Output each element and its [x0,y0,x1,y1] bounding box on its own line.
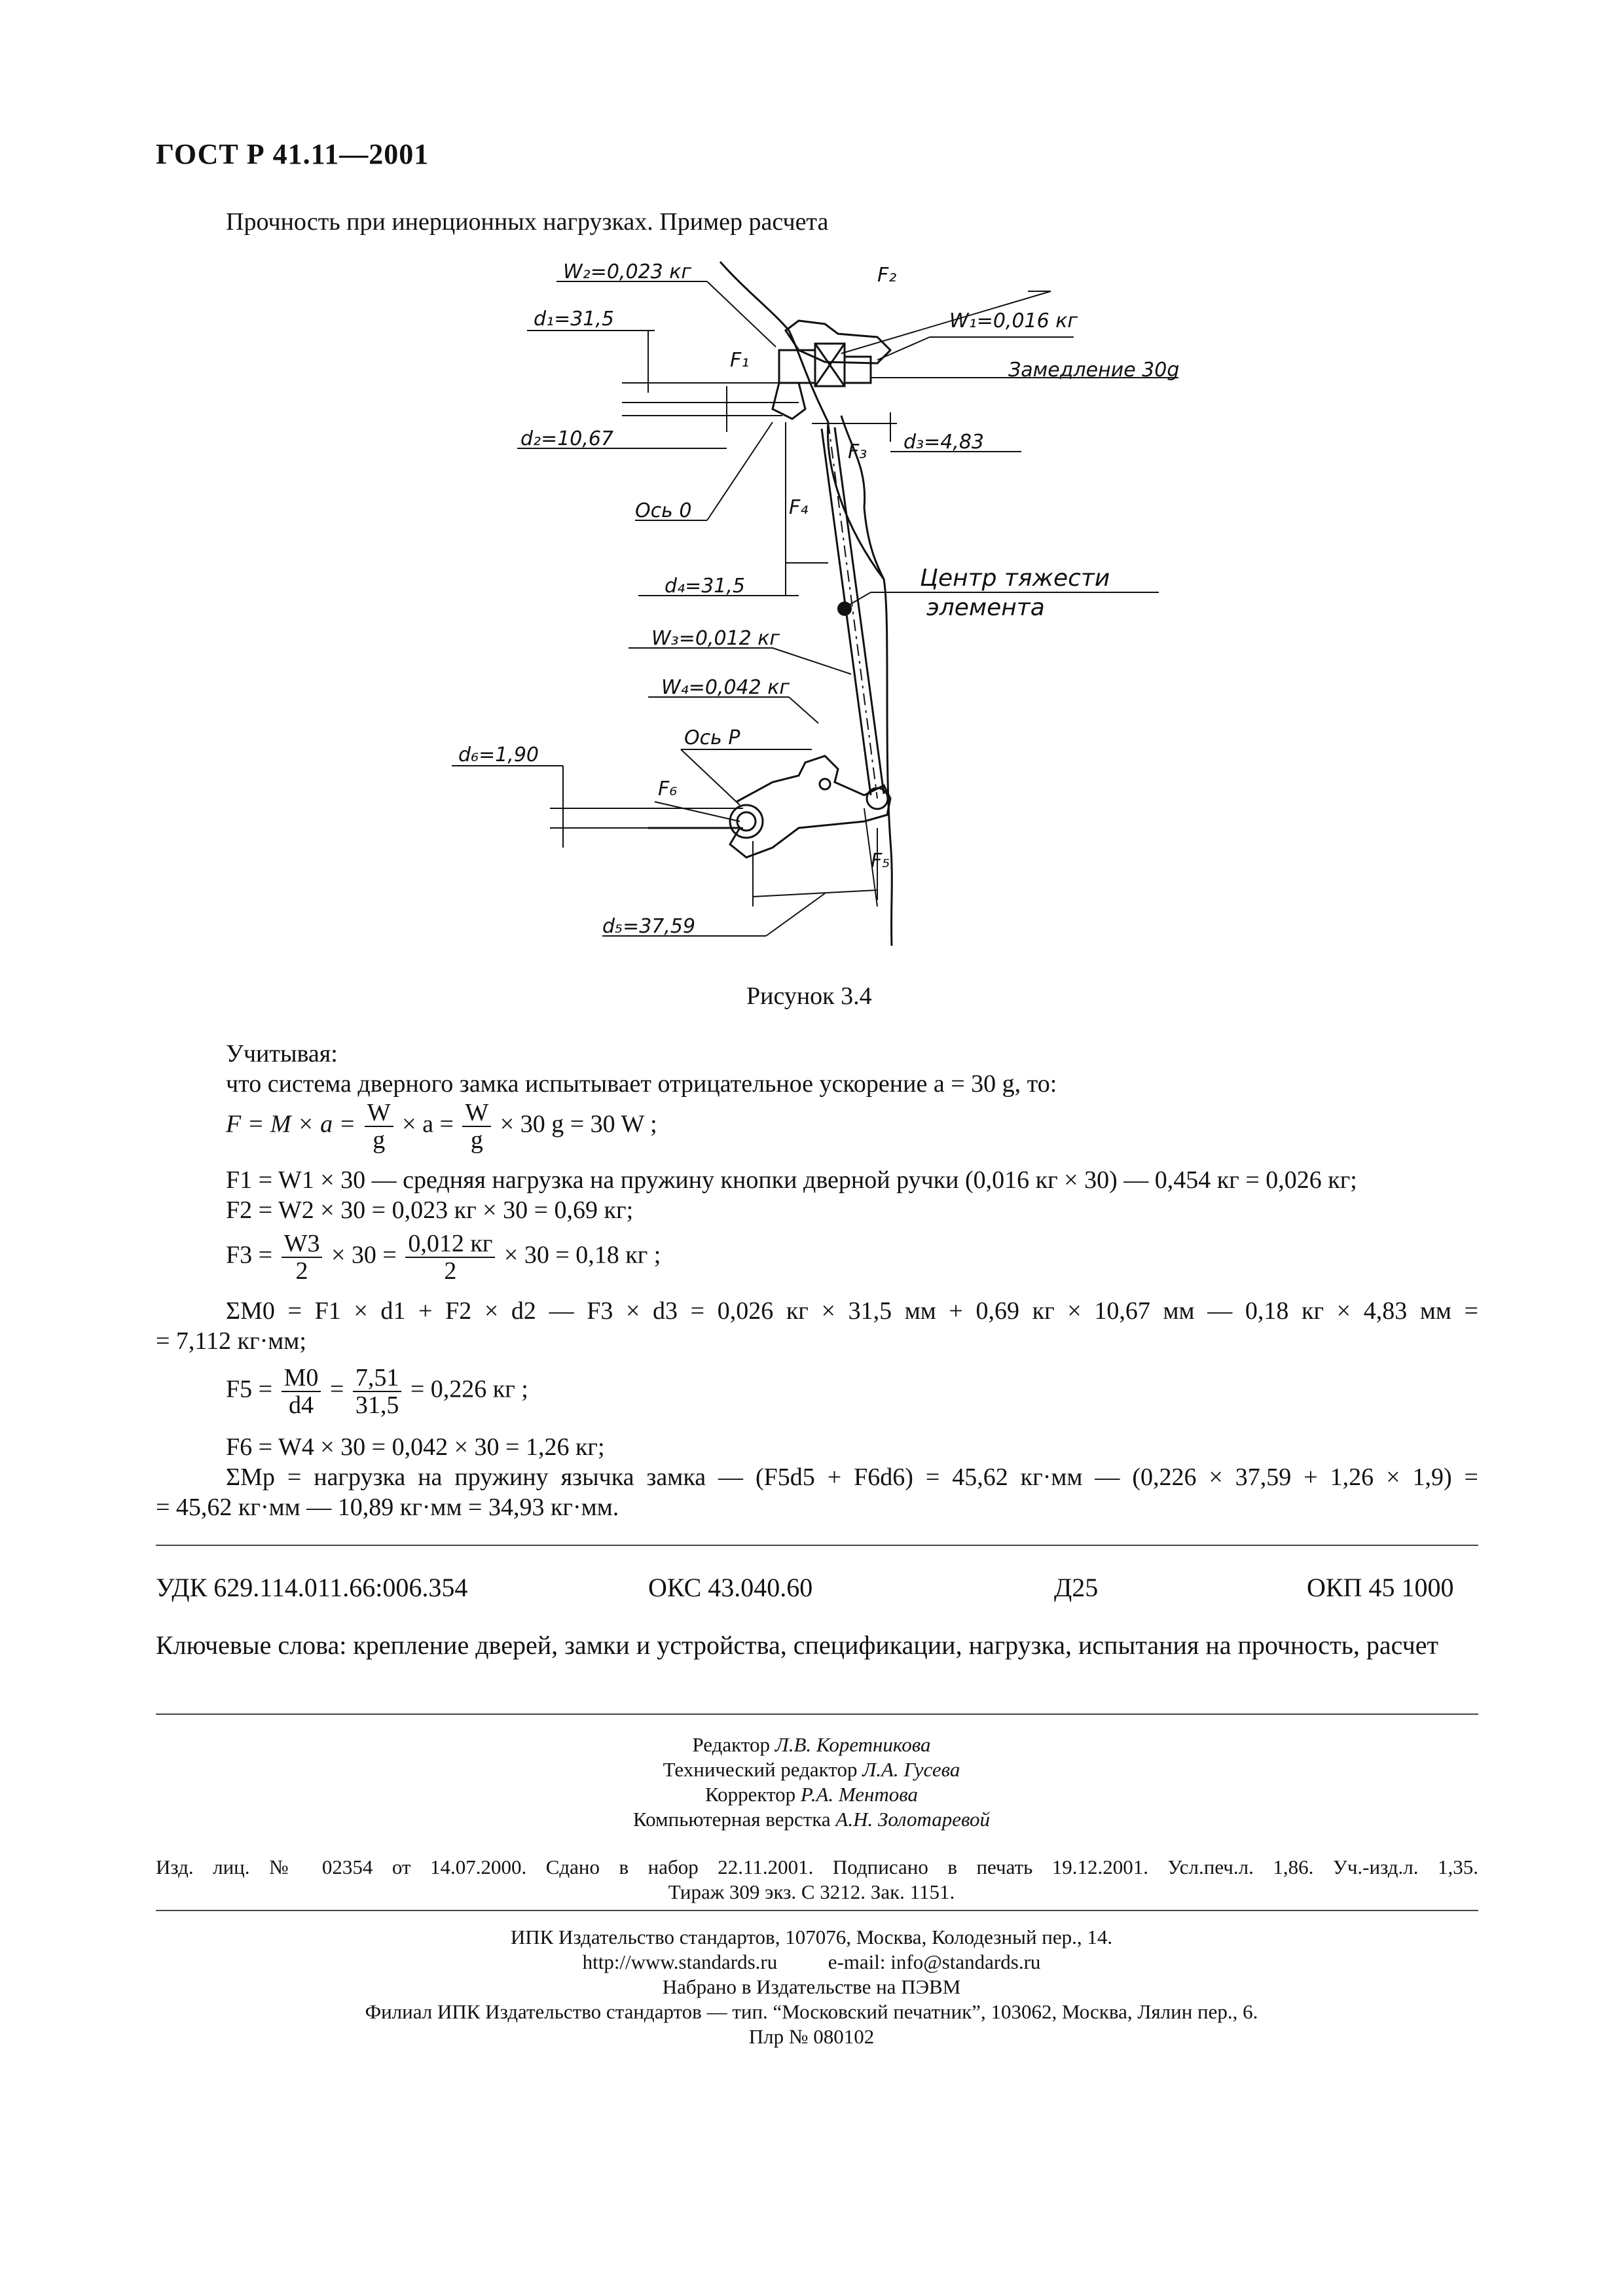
imprint-layout: Компьютерная верстка А.Н. Золотаревой [632,1808,991,1831]
eq-M0-line2: = 7,112 кг·мм; [156,1327,306,1355]
divider [156,1910,1478,1911]
okp-code: ОКП 45 1000 [1307,1573,1454,1602]
publication-print-run: Тираж 309 экз. С 3212. Зак. 1151. [668,1880,955,1903]
svg-text:W₄=0,042 кг: W₄=0,042 кг [661,676,790,699]
publication-details: Изд. лиц. № 02354 от 14.07.2000. Сдано в набор 22.11.2001. Подписано в печать 19.12.2001. Усл.печ.л. 1,86. Уч.-изд.л. 1,35. [156,1856,1478,1878]
svg-text:W₁=0,016 кг: W₁=0,016 кг [949,310,1078,332]
svg-text:Ось 0: Ось 0 [635,499,692,522]
svg-text:F₂: F₂ [877,264,897,287]
eq-F2: F2 = W2 × 30 = 0,023 кг × 30 = 0,69 кг; [226,1196,634,1224]
svg-text:d₄=31,5: d₄=31,5 [665,575,746,598]
eq-F6: F6 = W4 × 30 = 0,042 × 30 = 1,26 кг; [226,1433,605,1461]
udk-code: УДК 629.114.011.66:006.354 [156,1573,468,1602]
svg-text:F₄: F₄ [789,496,809,519]
svg-text:d₆=1,90: d₆=1,90 [458,744,539,766]
eq-Mp-line1: ΣMр = нагрузка на пружину язычка замка — (F5d5 + F6d6) = 45,62 кг·мм — (0,226 × 37,59 + 1,26 × 1,9) = [226,1463,1478,1491]
svg-text:d₂=10,67: d₂=10,67 [520,427,614,450]
svg-text:d₁=31,5: d₁=31,5 [534,308,615,331]
divider [156,1713,1478,1715]
svg-text:Замедление 30g: Замедление 30g [1008,359,1180,382]
figure-caption: Рисунок 3.4 [746,982,872,1010]
svg-text:F₆: F₆ [658,778,678,800]
eq-F5: F5 = $\frac{M0}{d4}$ = $\frac{7,51}{31,5}$ = 0,226 кг ; [226,1364,528,1419]
divider [156,1545,1478,1546]
given-label: Учитывая: [226,1040,338,1067]
svg-text:W₂=0,023 кг: W₂=0,023 кг [563,260,692,283]
keywords: Ключевые слова: крепление дверей, замки и устройства, спецификации, нагрузка, испытания на прочность, расчет [156,1630,1438,1660]
eq-M0-line1: ΣM0 = F1 × d1 + F2 × d2 — F3 × d3 = 0,026 кг × 31,5 мм + 0,69 кг × 10,67 мм — 0,18 кг × 4,83 мм = [226,1297,1478,1325]
svg-text:Ось P: Ось P [684,726,740,749]
d25-code: Д25 [1054,1573,1099,1602]
eq-Mp-line2: = 45,62 кг·мм — 10,89 кг·мм = 34,93 кг·мм. [156,1494,619,1521]
imprint-tech-editor: Технический редактор Л.А. Гусева [663,1758,960,1781]
svg-text:d₅=37,59: d₅=37,59 [602,915,696,938]
svg-text:F₁: F₁ [730,349,750,372]
document-code: ГОСТ Р 41.11—2001 [156,138,429,170]
svg-text:F₃: F₃ [848,440,867,463]
publisher-branch: Филиал ИПК Издательство стандартов — тип. “Московский печатник”, 103062, Москва, Лялин пер., 6. [365,2000,1258,2023]
publisher-address: ИПК Издательство стандартов, 107076, Москва, Колодезный пер., 14. [510,1926,1113,1948]
svg-text:F₅: F₅ [871,850,890,872]
oks-code: ОКС 43.040.60 [648,1573,813,1602]
section-subtitle: Прочность при инерционных нагрузках. Пример расчета [226,208,829,236]
publisher-contacts: http://www.standards.ru e-mail: info@standards.ru [582,1950,1041,1973]
eq-F1: F1 = W1 × 30 — средняя нагрузка на пружину кнопки дверной ручки (0,016 кг × 30) — 0,454 кг = 0,026 кг; [226,1166,1357,1194]
calc-intro: что система дверного замка испытывает отрицательное ускорение a = 30 g, то: [226,1070,1057,1098]
eq-F3: F3 = $\frac{W3}{2}$ × 30 = $\frac{0,012 кг}{2}$ × 30 = 0,18 кг ; [226,1230,661,1285]
publisher-typeset: Набрано в Издательстве на ПЭВМ [662,1975,961,1998]
imprint-editor: Редактор Л.В. Коретникова [692,1733,931,1756]
svg-text:элемента: элемента [926,594,1045,621]
svg-text:W₃=0,012 кг: W₃=0,012 кг [651,627,780,650]
door-lock-figure [432,252,1198,972]
publisher-license: Плр № 080102 [748,2025,875,2048]
svg-text:Центр тяжести: Центр тяжести [920,565,1110,592]
imprint-corrector: Корректор Р.А. Ментова [704,1783,919,1806]
eq-F: F = M × a = $\frac{W}{g}$ × a = $\frac{W}{g}$ × 30 g = 30 W ; [226,1099,657,1154]
svg-text:d₃=4,83: d₃=4,83 [903,431,985,454]
